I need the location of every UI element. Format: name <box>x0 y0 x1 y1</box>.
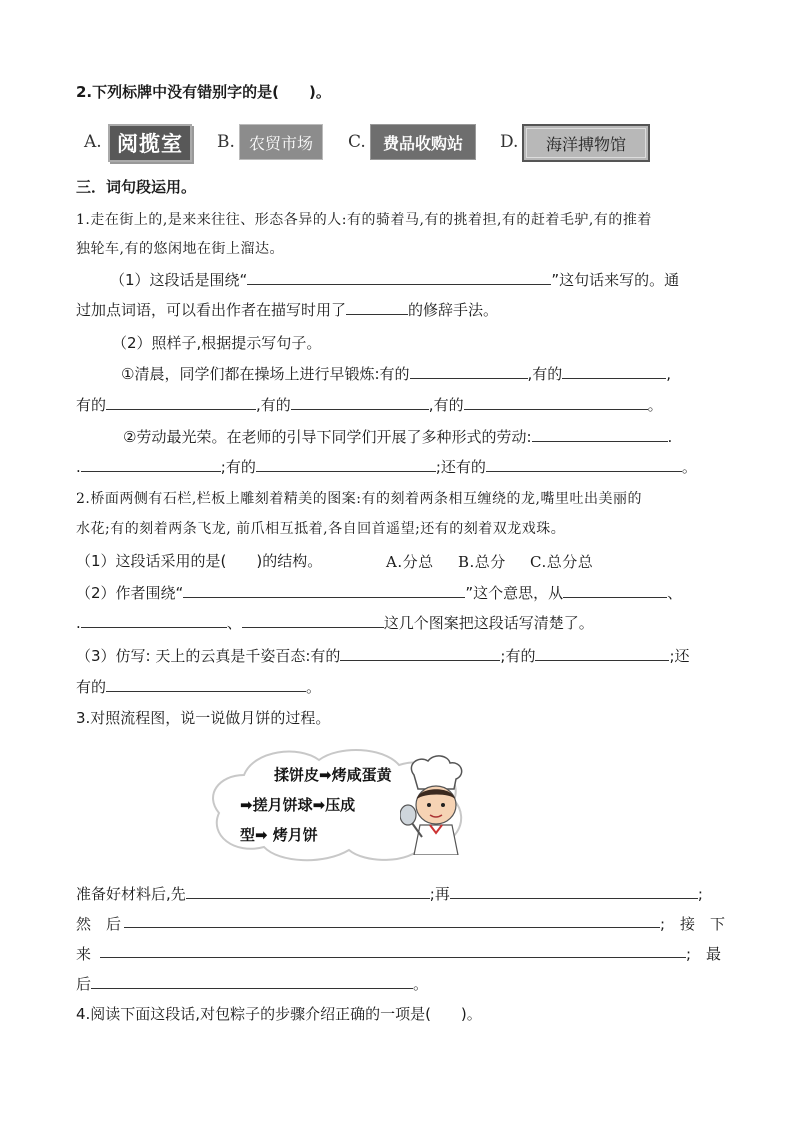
p1-line-1: 1.走在街上的,是来来往往、形态各异的人:有的骑着马,有的挑着担,有的赶着毛驴,有的推着 <box>76 212 652 228</box>
option-c-sign <box>370 124 476 160</box>
p3-text-d1: 后 <box>76 975 92 993</box>
p1-c1-text-a: ①清晨，同学们都在操场上进行早锻炼:有的 <box>121 365 410 383</box>
p1-q1-text-a: （1）这段话是围绕“ <box>110 271 248 289</box>
option-c-sign-text: 费品收购站 <box>382 133 463 153</box>
answer-blank[interactable] <box>532 427 668 442</box>
p1-c1-text-c: , <box>666 365 672 383</box>
p2-q1-option-a: A.分总 <box>386 553 434 571</box>
p1-q2-title: （2）照样子,根据提示写句子。 <box>112 334 322 352</box>
chef-icon <box>400 755 470 855</box>
p1-c2-text-d: ;有的 <box>220 458 256 476</box>
p1-q1-text-d: 的修辞手法。 <box>408 301 499 319</box>
p3-answer-line-1 <box>76 883 703 904</box>
p3-text-a1: 准备好材料后,先 <box>76 885 186 903</box>
option-d-letter: D. <box>500 132 519 152</box>
answer-blank[interactable] <box>410 364 528 379</box>
p2-q2-text-b: ”这个意思，从 <box>465 584 564 602</box>
answer-blank[interactable] <box>450 884 698 899</box>
p3-text-a3: ; <box>697 885 703 903</box>
answer-blank[interactable] <box>91 974 413 989</box>
answer-blank[interactable] <box>81 457 221 472</box>
p2-q2-line-1 <box>76 582 682 603</box>
answer-blank[interactable] <box>186 884 430 899</box>
option-a-letter: A. <box>84 132 102 152</box>
p3-answer-line-4 <box>76 973 428 994</box>
p2-q1-text: （1）这段话采用的是( )的结构。 <box>76 552 323 570</box>
p2-q2-text-e: 、 <box>226 614 242 632</box>
p1-c1-text-g: 。 <box>647 396 663 414</box>
answer-blank[interactable] <box>340 646 500 661</box>
p2-q3-text-d: 有的 <box>76 678 107 696</box>
p2-q1-option-b: B.总分 <box>458 553 506 571</box>
option-b-sign-text: 农贸市场 <box>248 133 313 153</box>
flow-step-line-2: ➡搓月饼球➡压成 <box>240 796 356 814</box>
answer-blank[interactable] <box>563 583 667 598</box>
p3-text-a2: ;再 <box>429 885 450 903</box>
option-c-letter: C. <box>348 132 366 152</box>
p1-c2-line-2 <box>76 456 697 477</box>
p2-q3-text-a: （3）仿写: 天上的云真是千姿百态:有的 <box>76 647 341 665</box>
p3-text-c2: ; 最 <box>686 945 722 963</box>
p1-c1-text-e: ,有的 <box>256 396 291 414</box>
p1-q1-line-2 <box>76 299 498 320</box>
option-b-sign <box>239 124 323 160</box>
p1-c1-line-2 <box>76 394 663 415</box>
p4-title: 4.阅读下面这段话,对包粽子的步骤介绍正确的一项是( )。 <box>76 1005 482 1023</box>
p1-c2-text-e: ;还有的 <box>435 458 486 476</box>
answer-blank[interactable] <box>106 395 256 410</box>
option-a-sign <box>108 124 192 162</box>
p1-line-2: 独轮车,有的悠闲地在街上溜达。 <box>76 241 284 257</box>
question-2-title: 2.下列标牌中没有错别字的是( )。 <box>76 83 331 101</box>
answer-blank[interactable] <box>100 943 686 958</box>
p3-title: 3.对照流程图，说一说做月饼的过程。 <box>76 709 331 727</box>
answer-blank[interactable] <box>81 613 227 628</box>
section-3-title: 三．词句段运用。 <box>76 178 197 196</box>
p2-q2-text-a: （2）作者围绕“ <box>76 584 184 602</box>
p3-text-b1: 然 后 <box>76 915 122 933</box>
answer-blank[interactable] <box>183 583 465 598</box>
p3-blank-wrap-2 <box>124 913 660 932</box>
p2-q3-text-c: ;还 <box>669 647 690 665</box>
answer-blank[interactable] <box>464 395 648 410</box>
p1-q1-text-b: ”这句话来写的。通 <box>551 271 680 289</box>
p1-c1-text-d: 有的 <box>76 396 107 414</box>
p3-text-c1: 来 <box>76 945 92 963</box>
answer-blank[interactable] <box>535 646 669 661</box>
p2-q2-text-c: 、 <box>667 584 683 602</box>
p2-q3-text-e: 。 <box>306 678 322 696</box>
answer-blank[interactable] <box>106 677 306 692</box>
p2-q3-line-1 <box>76 645 690 666</box>
option-b-letter: B. <box>217 132 235 152</box>
p1-q1-text-c: 过加点词语，可以看出作者在描写时用了 <box>76 301 347 319</box>
answer-blank[interactable] <box>562 364 666 379</box>
p3-blank-wrap-3 <box>100 943 686 962</box>
p3-answer-line-2 <box>76 913 121 934</box>
flow-step-line-3: 型➡ 烤月饼 <box>240 826 318 844</box>
p2-q3-line-2 <box>76 676 321 697</box>
p2-q1-option-c: C.总分总 <box>530 553 594 571</box>
p1-c2-line-1 <box>123 426 672 447</box>
answer-blank[interactable] <box>291 395 429 410</box>
p2-q3-text-b: ;有的 <box>500 647 536 665</box>
answer-blank[interactable] <box>256 457 436 472</box>
p1-c1-line-1 <box>121 363 671 384</box>
p1-c2-text-c: . <box>76 458 81 476</box>
flow-step-line-1: 揉饼皮➡烤咸蛋黄 <box>274 766 392 784</box>
p1-c2-text-f: 。 <box>681 458 697 476</box>
p2-q1 <box>76 550 322 571</box>
p2-q2-text-d: . <box>76 614 81 632</box>
answer-blank[interactable] <box>247 270 551 285</box>
answer-blank[interactable] <box>242 613 384 628</box>
option-a-sign-text: 阅揽室 <box>117 132 183 156</box>
p1-c1-text-b: ,有的 <box>527 365 563 383</box>
p1-c1-text-f: ,有的 <box>428 396 464 414</box>
answer-blank[interactable] <box>486 457 682 472</box>
p2-q2-line-2 <box>76 612 594 633</box>
answer-blank[interactable] <box>124 913 660 928</box>
answer-blank[interactable] <box>346 300 408 315</box>
p2-line-1: 2.桥面两侧有石栏,栏板上雕刻着精美的图案:有的刻着两条相互缠绕的龙,嘴里吐出美丽的 <box>76 491 642 507</box>
p3-text-b2: ; 接 下 <box>660 915 726 933</box>
p2-q2-text-f: 这几个图案把这段话写清楚了。 <box>383 614 594 632</box>
p2-line-2: 水花;有的刻着两条飞龙, 前爪相互抵着,各自回首遥望;还有的刻着双龙戏珠。 <box>76 521 566 537</box>
option-d-sign-text: 海洋搏物馆 <box>545 134 626 154</box>
p1-c2-text-b: . <box>667 428 673 446</box>
p1-c2-text-a: ②劳动最光荣。在老师的引导下同学们开展了多种形式的劳动: <box>123 428 532 446</box>
p1-q1-line-1 <box>110 269 679 290</box>
option-d-sign <box>522 124 650 162</box>
p3-text-d2: 。 <box>413 975 429 993</box>
